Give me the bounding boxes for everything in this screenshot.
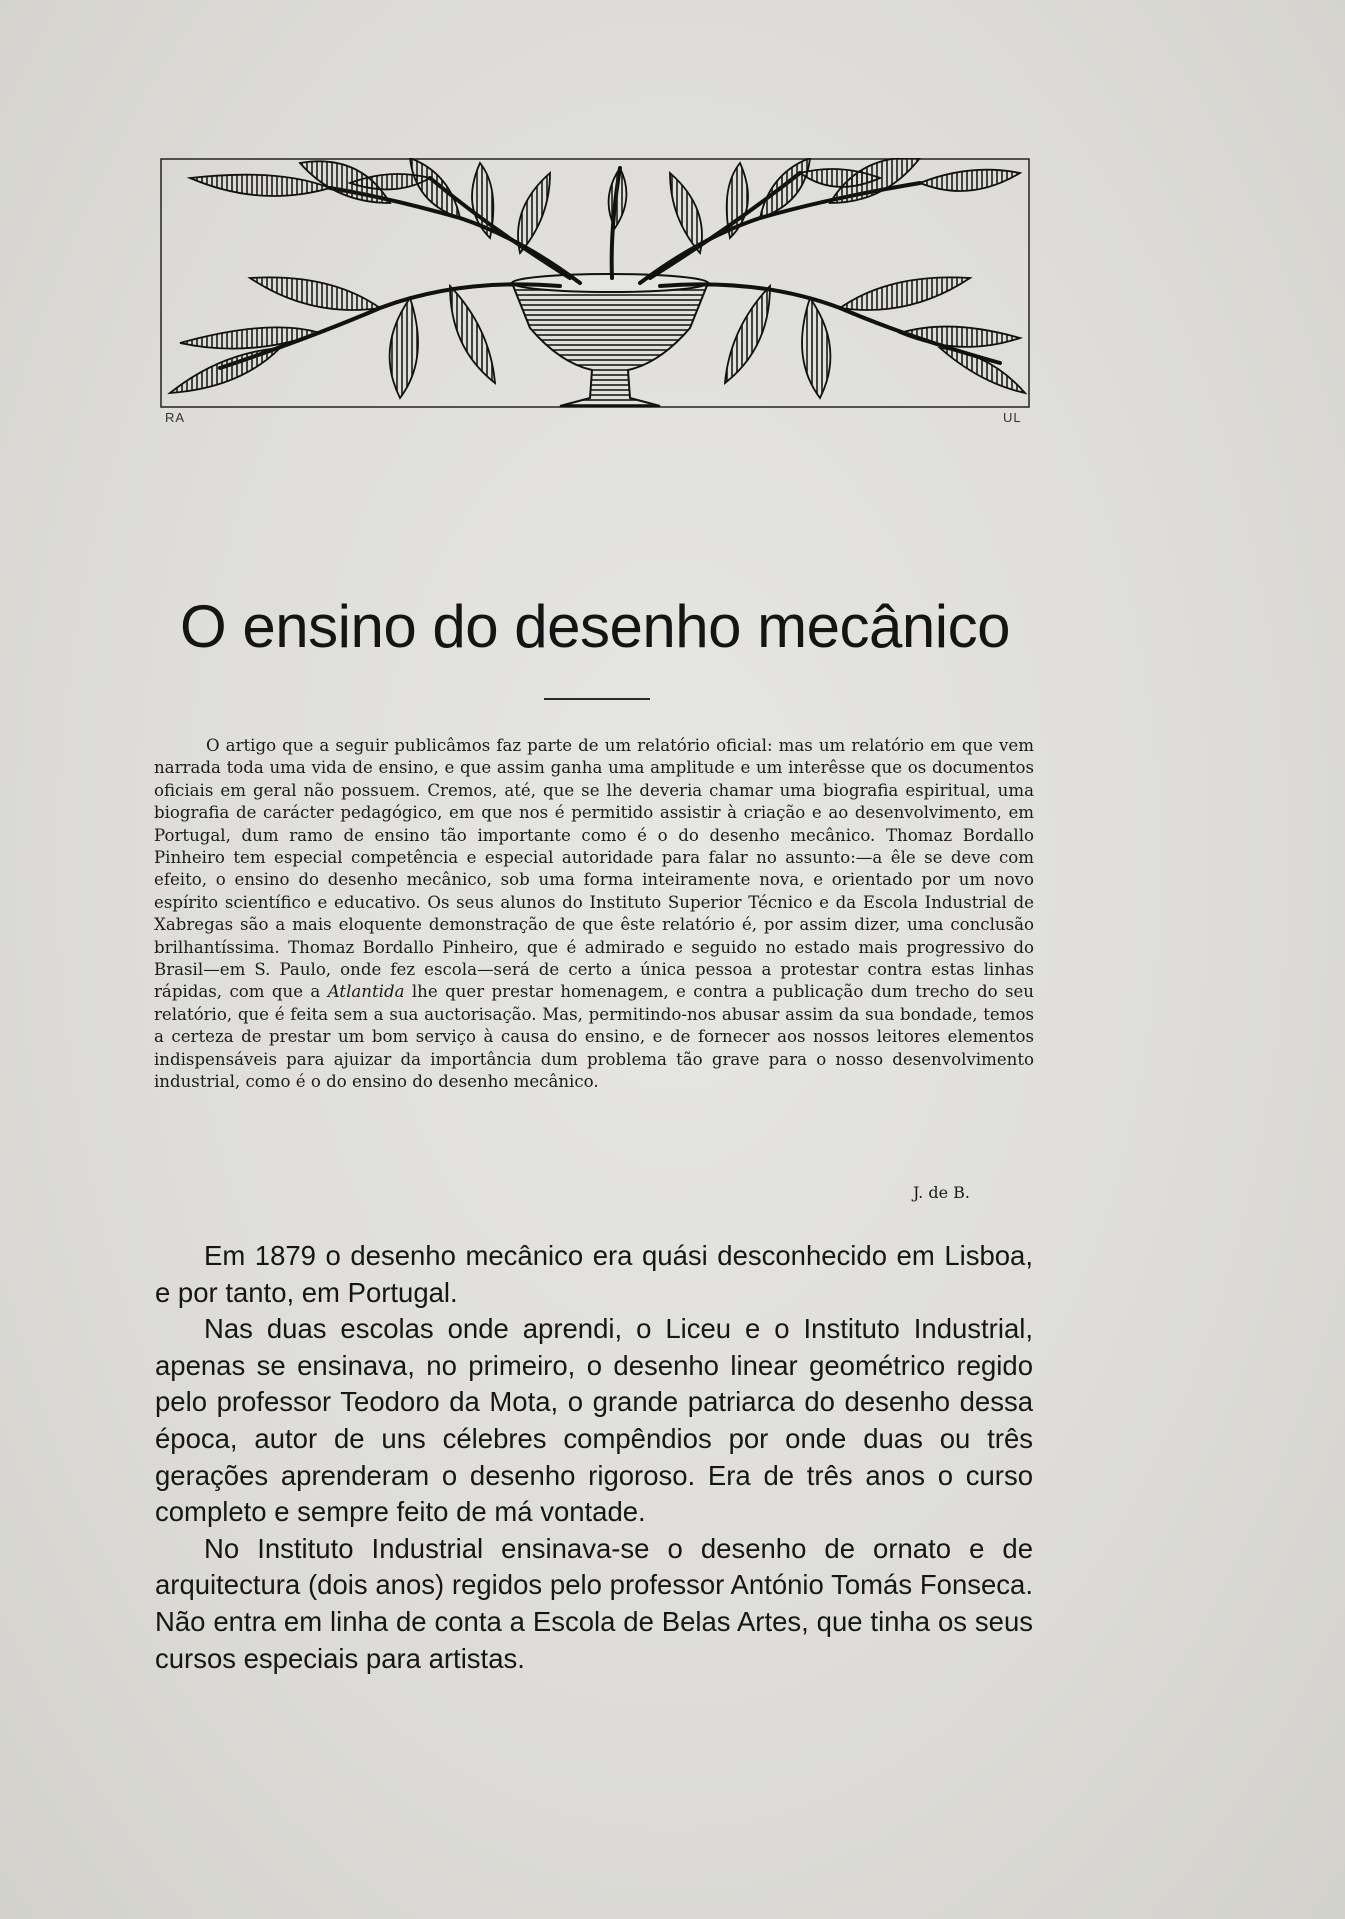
article-title: O ensino do desenho mecânico [180, 593, 1010, 660]
body-paragraph-1: Em 1879 o desenho mecânico era quási desconhecido em Lisboa, e por tanto, em Portugal. [155, 1240, 1033, 1308]
ornament-initials-right: UL [1003, 410, 1022, 425]
intro-paragraph [154, 735, 1034, 1094]
body-paragraph-2: Nas duas escolas onde aprendi, o Liceu e o Instituto Industrial, apenas se ensinava, no primeiro, o desenho linear geométrico regido pelo professor Teodoro da Mota, o grande patriarca do desenho dessa época, autor de uns célebres compêndios por onde duas ou três gerações aprenderam o desenho rigoroso. Era de três anos o curso completo e sempre feito de má vontade. [155, 1313, 1033, 1528]
laurel-leaves-left [170, 158, 550, 398]
intro-signature: J. de B. [913, 1183, 970, 1202]
laurel-vase-ornament [160, 158, 1030, 408]
intro-text-part1: O artigo que a seguir publicâmos faz parte de um relatório oficial: mas um relatório em que vem narrada toda uma vida de ensino, e que assim ganha uma amplitude e um interêsse que os documentos oficiais em geral não possuem. Cremos, até, que se lhe deveria chamar uma biografia espiritual, uma biografia de carácter pedagógico, em que nos é permitido assistir à criação e ao desenvolvimento, em Portugal, dum ramo de ensino tão importante como é o do desenho mecânico. Thomaz Bordallo Pinheiro tem especial competência e especial autoridade para falar no assunto:—a êle se deve com efeito, o ensino do desenho mecânico, sob uma forma inteiramente nova, e orientado por um novo espírito scientífico e educativo. Os seus alunos do Instituto Superior Técnico e da Escola Industrial de Xabregas são a mais eloquente demonstração de que êste relatório é, por assim dizer, uma conclusão brilhantíssima. Thomaz Bordallo Pinheiro, que é admirado e seguido no estado mais progressivo do Brasil—em S. Paulo, onde fez escola—será de certo a única pessoa a protestar contra estas linhas rápidas, com que a [154, 736, 1034, 1002]
vase-icon [512, 274, 708, 406]
article-body [155, 1238, 1033, 1677]
magazine-name: Atlantida [327, 982, 405, 1002]
editorial-introduction [154, 735, 1034, 1094]
title-divider [544, 698, 650, 700]
ornament-initials-left: RA [165, 410, 186, 425]
body-paragraph-3: No Instituto Industrial ensinava-se o desenho de ornato e de arquitectura (dois anos) regidos pelo professor António Tomás Fonseca. Não entra em linha de conta a Escola de Belas Artes, que tinha os seus cursos especiais para artistas. [155, 1532, 1033, 1674]
intro-text-part2: lhe quer prestar homenagem, e contra a publicação dum trecho do seu relatório, que é feita sem a sua auctorisação. Mas, permitindo-nos abusar assim da sua bondade, temos a certeza de prestar um bom serviço à causa do ensino, e de fornecer aos nossos leitores elementos indispensáveis para ajuizar da importância dum problema tão grave para o nosso desenvolvimento industrial, como é o do ensino do desenho mecânico. [154, 982, 1034, 1092]
ornament-illustration [160, 158, 1030, 408]
